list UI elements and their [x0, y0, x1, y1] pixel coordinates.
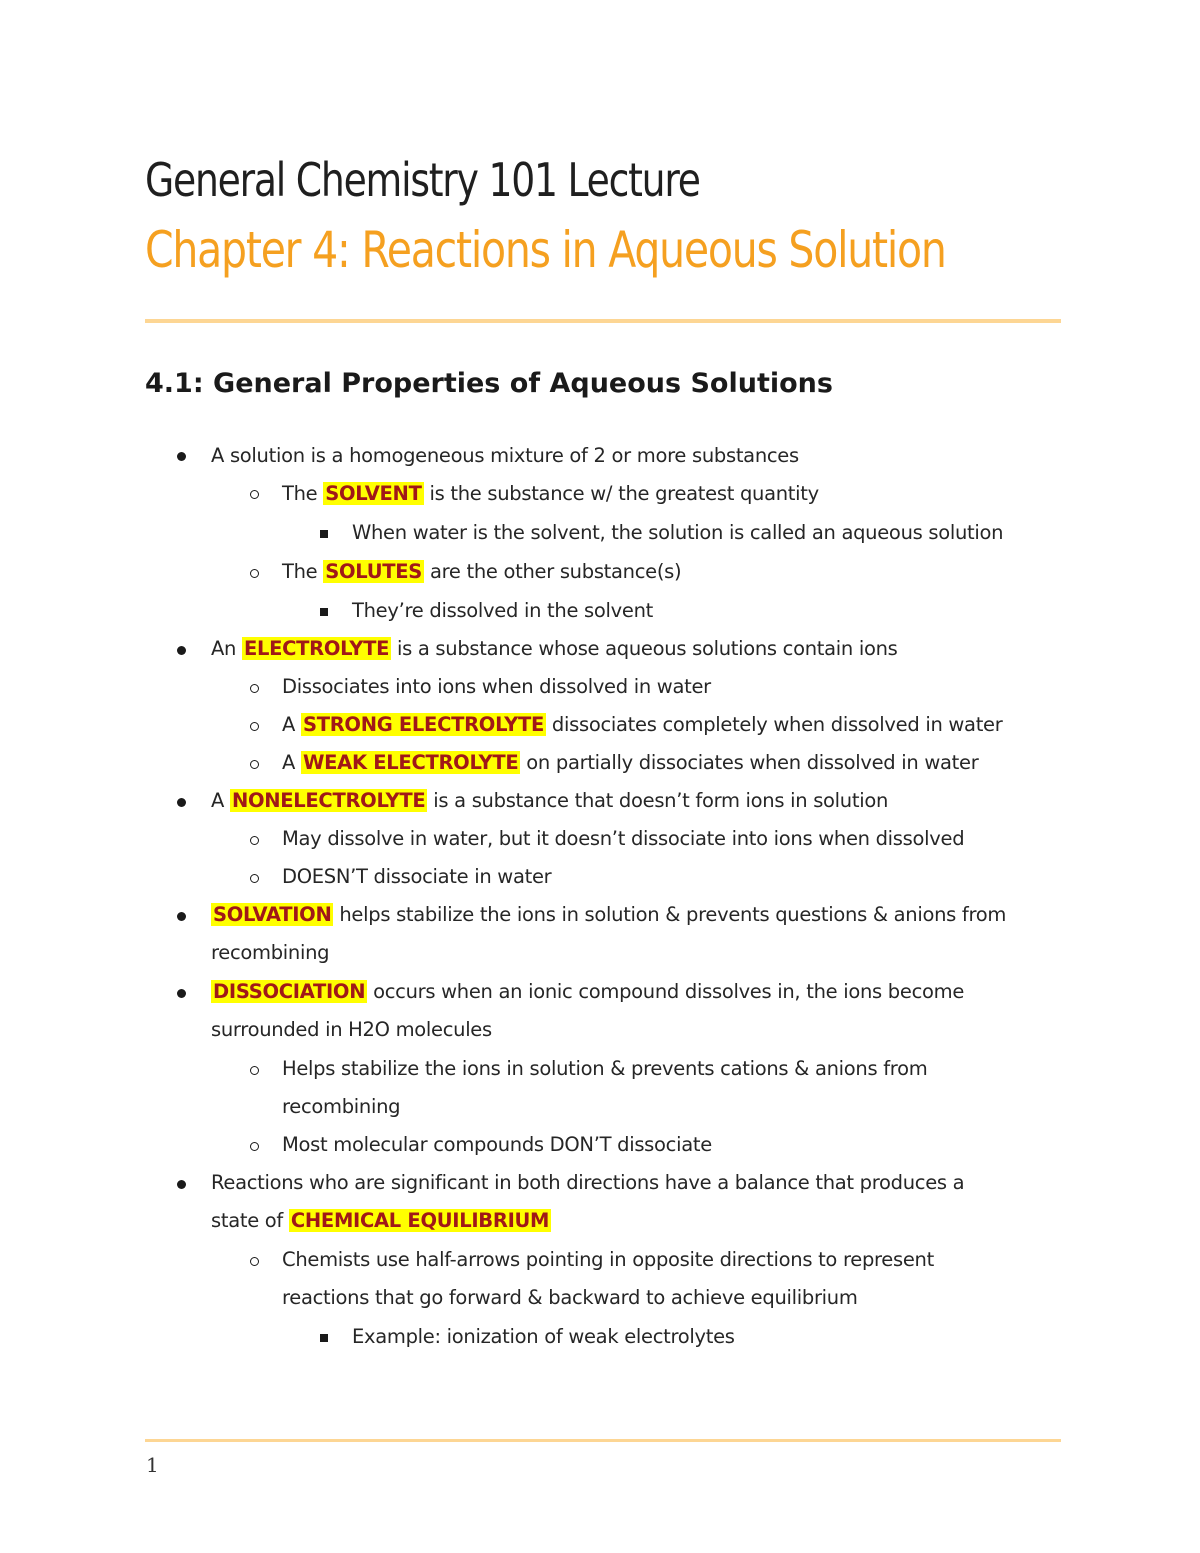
- bullet-level2: [250, 836, 259, 845]
- item-text: A: [282, 713, 301, 736]
- item-text: The: [282, 560, 324, 583]
- bullet-level2: [250, 490, 259, 499]
- term-solvent: SOLVENT: [325, 482, 422, 505]
- list-item: [211, 896, 1006, 934]
- item-text: on partially dissociates when dissolved in water: [520, 751, 979, 774]
- bullet-level2: [250, 1066, 259, 1075]
- section-heading: 4.1: General Properties of Aqueous Solutions: [145, 368, 833, 399]
- list-item: [282, 553, 681, 591]
- list-item-continuation: [282, 1279, 858, 1317]
- list-item: [211, 1164, 964, 1202]
- list-item: [282, 668, 711, 706]
- bullet-level3: [320, 530, 328, 538]
- item-text: occurs when an ionic compound dissolves in, the ions become: [367, 980, 965, 1003]
- term-weak-electrolyte: WEAK ELECTROLYTE: [302, 751, 519, 774]
- list-item: [282, 858, 551, 896]
- item-text: state of: [211, 1209, 289, 1232]
- bullet-level1: [177, 912, 186, 921]
- item-text: A: [282, 751, 301, 774]
- item-text: Dissociates into ions when dissolved in water: [282, 675, 711, 698]
- item-text: A solution is a homogeneous mixture of 2 or more substances: [211, 444, 799, 467]
- bullet-level3: [320, 1334, 328, 1342]
- list-item-continuation: [211, 934, 329, 972]
- bullet-level1: [177, 798, 186, 807]
- item-text: Chemists use half-arrows pointing in opposite directions to represent: [282, 1248, 934, 1271]
- item-text: The: [282, 482, 324, 505]
- list-item: [211, 973, 964, 1011]
- item-text: May dissolve in water, but it doesn’t dissociate into ions when dissolved: [282, 827, 965, 850]
- list-item: [282, 1241, 934, 1279]
- bullet-level1: [177, 452, 186, 461]
- list-item: [282, 820, 964, 858]
- list-item-continuation: [282, 1088, 400, 1126]
- item-text: is a substance whose aqueous solutions contain ions: [391, 637, 898, 660]
- footer-divider: [145, 1439, 1061, 1442]
- term-solvation: SOLVATION: [213, 903, 332, 926]
- bullet-level1: [177, 1180, 186, 1189]
- item-text: are the other substance(s): [424, 560, 682, 583]
- item-text: dissociates completely when dissolved in water: [546, 713, 1003, 736]
- item-text: recombining: [282, 1095, 401, 1118]
- bullet-level2: [250, 760, 259, 769]
- bullet-level1: [177, 989, 186, 998]
- item-text: is the substance w/ the greatest quantity: [423, 482, 819, 505]
- list-item: [211, 630, 898, 668]
- list-item-continuation: [211, 1202, 551, 1240]
- item-text: Most molecular compounds DON’T dissociate: [282, 1133, 712, 1156]
- item-text: Helps stabilize the ions in solution & prevents cations & anions from: [282, 1057, 928, 1080]
- list-item: [282, 475, 819, 513]
- item-text: When water is the solvent, the solution is called an aqueous solution: [352, 521, 1004, 544]
- title-divider: [145, 319, 1061, 323]
- term-nonelectrolyte: NONELECTROLYTE: [231, 789, 426, 812]
- list-item: [282, 1050, 927, 1088]
- bullet-level2: [250, 874, 259, 883]
- list-item: [211, 437, 799, 475]
- item-text: DOESN’T dissociate in water: [282, 865, 552, 888]
- bullet-level2: [250, 1257, 259, 1266]
- item-text: surrounded in H2O molecules: [211, 1018, 492, 1041]
- term-solutes: SOLUTES: [325, 560, 423, 583]
- item-text: An: [211, 637, 242, 660]
- item-text: Reactions who are significant in both directions have a balance that produces a: [211, 1171, 965, 1194]
- page-title: General Chemistry 101 Lecture: [145, 153, 700, 207]
- list-item: [352, 514, 1003, 552]
- bullet-level2: [250, 569, 259, 578]
- term-chemical-equilibrium: CHEMICAL EQUILIBRIUM: [290, 1209, 550, 1232]
- item-text: reactions that go forward & backward to achieve equilibrium: [282, 1286, 858, 1309]
- term-electrolyte: ELECTROLYTE: [244, 637, 390, 660]
- item-text: is a substance that doesn’t form ions in solution: [427, 789, 889, 812]
- page-number: 1: [146, 1453, 159, 1477]
- item-text: They’re dissolved in the solvent: [352, 599, 653, 622]
- list-item: [211, 782, 888, 820]
- bullet-level2: [250, 722, 259, 731]
- bullet-level1: [177, 646, 186, 655]
- item-text: A: [211, 789, 230, 812]
- bullet-level2: [250, 684, 259, 693]
- list-item-continuation: [211, 1011, 492, 1049]
- bullet-level3: [320, 608, 328, 616]
- item-text: Example: ionization of weak electrolytes: [352, 1325, 735, 1348]
- list-item: [282, 744, 978, 782]
- item-text: helps stabilize the ions in solution & prevents questions & anions from: [333, 903, 1007, 926]
- list-item: [282, 706, 1002, 744]
- chapter-title: Chapter 4: Reactions in Aqueous Solution: [145, 221, 946, 279]
- item-text: recombining: [211, 941, 330, 964]
- list-item: [282, 1126, 712, 1164]
- bullet-level2: [250, 1142, 259, 1151]
- term-strong-electrolyte: STRONG ELECTROLYTE: [302, 713, 545, 736]
- term-dissociation: DISSOCIATION: [213, 980, 366, 1003]
- list-item: [352, 1318, 735, 1356]
- list-item: [352, 592, 653, 630]
